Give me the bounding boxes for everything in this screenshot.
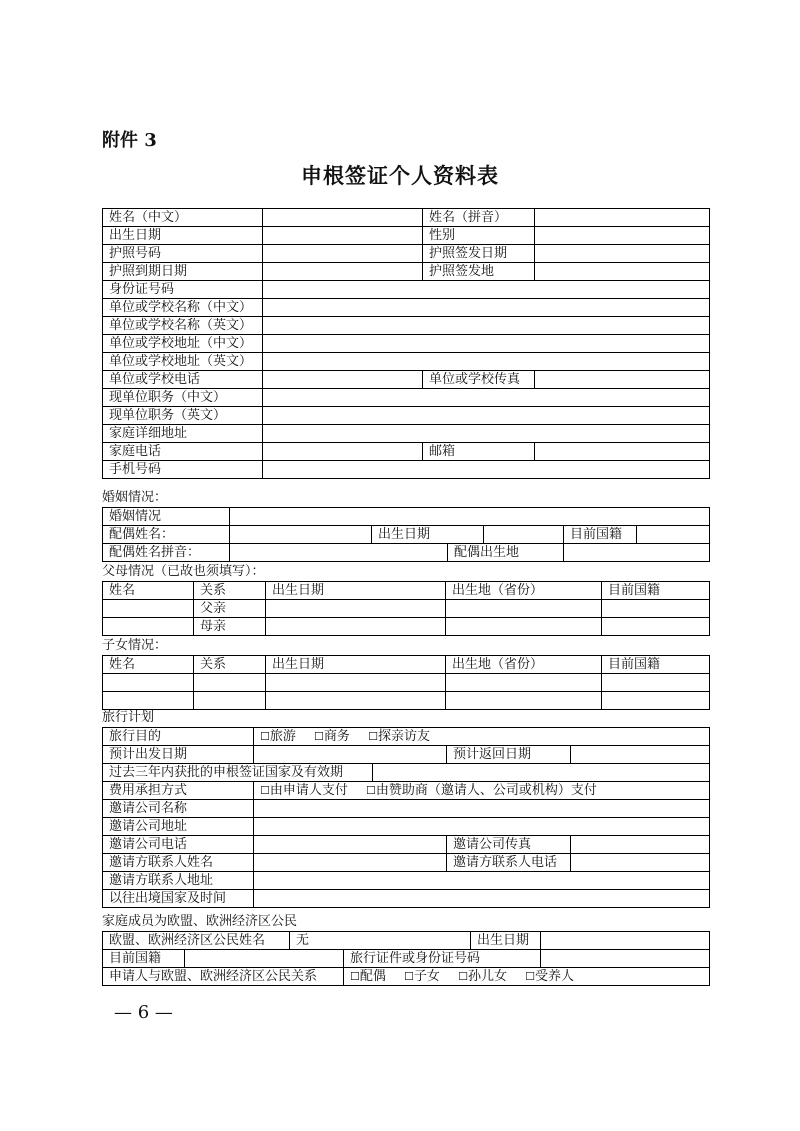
inviter-phone-label: 邀请公司电话 xyxy=(103,836,254,854)
position-cn-label: 现单位职务（中文） xyxy=(103,389,263,407)
mother-birthplace-field[interactable] xyxy=(446,618,602,636)
table-row xyxy=(103,335,710,353)
contact-phone-field[interactable] xyxy=(571,854,710,872)
id-no-field[interactable] xyxy=(263,281,710,299)
inviter-phone-field[interactable] xyxy=(254,836,447,854)
birth-date-label: 出生日期 xyxy=(103,227,263,245)
spouse-birth-field[interactable] xyxy=(484,526,564,544)
id-no-label: 身份证号码 xyxy=(103,281,263,299)
eu-doc-no-field[interactable] xyxy=(541,950,710,968)
table-row xyxy=(103,746,710,764)
table-row xyxy=(103,508,710,526)
org-addr-en-field[interactable] xyxy=(263,353,710,371)
table-row xyxy=(103,674,710,692)
table-row xyxy=(103,443,710,461)
eu-birth-field[interactable] xyxy=(541,932,710,950)
spouse-name-label: 配偶姓名： xyxy=(103,526,230,544)
home-phone-label: 家庭电话 xyxy=(103,443,263,461)
home-phone-field[interactable] xyxy=(263,443,423,461)
checkbox-icon: ☐ xyxy=(366,784,376,797)
table-row xyxy=(103,836,710,854)
table-row xyxy=(103,818,710,836)
depart-field[interactable] xyxy=(254,746,447,764)
mother-nationality-field[interactable] xyxy=(602,618,710,636)
col-nationality: 目前国籍 xyxy=(602,656,710,674)
purpose-label: 旅行目的 xyxy=(103,728,254,746)
col-birthplace: 出生地（省份） xyxy=(446,582,602,600)
relation-option-child[interactable]: ☐子女 xyxy=(404,969,440,984)
col-nationality: 目前国籍 xyxy=(602,582,710,600)
checkbox-icon: ☐ xyxy=(525,970,535,983)
table-row xyxy=(103,227,710,245)
father-birth-field[interactable] xyxy=(266,600,446,618)
cost-option-sponsor[interactable]: ☐由赞助商（邀请人、公司或机构）支付 xyxy=(366,783,597,798)
child-nationality-field[interactable] xyxy=(602,692,710,710)
name-cn-label: 姓名（中文） xyxy=(103,209,263,227)
spouse-name-field[interactable] xyxy=(230,526,372,544)
col-name: 姓名 xyxy=(103,656,194,674)
father-nationality-field[interactable] xyxy=(602,600,710,618)
purpose-option-family-visit[interactable]: ☐探亲访友 xyxy=(368,729,430,744)
eu-nationality-label: 目前国籍 xyxy=(103,950,185,968)
schengen-history-label: 过去三年内获批的申根签证国家及有效期 xyxy=(103,764,373,782)
schengen-history-field[interactable] xyxy=(373,764,710,782)
position-cn-field[interactable] xyxy=(263,389,710,407)
past-trips-field[interactable] xyxy=(254,890,710,908)
org-addr-en-label: 单位或学校地址（英文） xyxy=(103,353,263,371)
mother-birth-field[interactable] xyxy=(266,618,446,636)
mother-relation: 母亲 xyxy=(194,618,266,636)
spouse-birth-label: 出生日期 xyxy=(372,526,484,544)
table-row xyxy=(103,600,710,618)
spouse-birthplace-field[interactable] xyxy=(564,544,710,562)
org-addr-cn-label: 单位或学校地址（中文） xyxy=(103,335,263,353)
checkbox-icon: ☐ xyxy=(314,730,324,743)
table-row xyxy=(103,281,710,299)
name-pinyin-field[interactable] xyxy=(535,209,710,227)
marriage-section-label: 婚姻情况： xyxy=(102,490,168,505)
spouse-pinyin-label: 配偶姓名拼音： xyxy=(103,544,230,562)
passport-no-field[interactable] xyxy=(263,245,423,263)
purpose-option-tourism[interactable]: ☐旅游 xyxy=(260,729,296,744)
home-addr-field[interactable] xyxy=(263,425,710,443)
name-cn-field[interactable] xyxy=(263,209,423,227)
table-row xyxy=(103,692,710,710)
table-row xyxy=(103,389,710,407)
spouse-nationality-field[interactable] xyxy=(637,526,710,544)
table-row xyxy=(103,764,710,782)
checkbox-icon: ☐ xyxy=(260,730,270,743)
eu-relation-label: 申请人与欧盟、欧洲经济区公民关系 xyxy=(103,968,344,986)
gender-label: 性别 xyxy=(423,227,535,245)
child-relation-field[interactable] xyxy=(194,692,266,710)
past-trips-label: 以往出境国家及时间 xyxy=(103,890,254,908)
child-nationality-field[interactable] xyxy=(602,674,710,692)
table-row xyxy=(103,950,710,968)
email-label: 邮箱 xyxy=(423,443,535,461)
eu-doc-no-label: 旅行证件或身份证号码 xyxy=(344,950,541,968)
table-row xyxy=(103,299,710,317)
org-phone-field[interactable] xyxy=(263,371,423,389)
table-row xyxy=(103,618,710,636)
table-row xyxy=(103,245,710,263)
table-row xyxy=(103,544,710,562)
child-birthplace-field[interactable] xyxy=(446,674,602,692)
father-birthplace-field[interactable] xyxy=(446,600,602,618)
table-header-row xyxy=(103,656,710,674)
table-row xyxy=(103,353,710,371)
org-name-en-label: 单位或学校名称（英文） xyxy=(103,317,263,335)
travel-table xyxy=(102,727,710,908)
org-name-cn-field[interactable] xyxy=(263,299,710,317)
child-birth-field[interactable] xyxy=(266,692,446,710)
org-phone-label: 单位或学校电话 xyxy=(103,371,263,389)
relation-option-dependent[interactable]: ☐受养人 xyxy=(525,969,574,984)
home-addr-label: 家庭详细地址 xyxy=(103,425,263,443)
attachment-label: 附件 3 xyxy=(102,130,157,151)
spouse-birthplace-label: 配偶出生地 xyxy=(448,544,564,562)
table-row xyxy=(103,890,710,908)
parents-section-label: 父母情况（已故也须填写）： xyxy=(102,564,265,579)
table-row xyxy=(103,263,710,281)
gender-field[interactable] xyxy=(535,227,710,245)
table-row xyxy=(103,317,710,335)
mobile-field[interactable] xyxy=(263,461,710,479)
eu-section-label: 家庭成员为欧盟、欧洲经济区公民 xyxy=(102,914,298,929)
child-name-field[interactable] xyxy=(103,692,194,710)
marital-status-label: 婚姻情况 xyxy=(103,508,230,526)
relation-option-spouse[interactable]: ☐配偶 xyxy=(350,969,386,984)
org-addr-cn-field[interactable] xyxy=(263,335,710,353)
passport-expiry-label: 护照到期日期 xyxy=(103,263,263,281)
eu-nationality-field[interactable] xyxy=(185,950,344,968)
name-pinyin-label: 姓名（拼音） xyxy=(423,209,535,227)
passport-issue-date-label: 护照签发日期 xyxy=(423,245,535,263)
children-section-label: 子女情况： xyxy=(102,638,168,653)
child-birth-field[interactable] xyxy=(266,674,446,692)
marital-status-field[interactable] xyxy=(230,508,710,526)
checkbox-icon: ☐ xyxy=(368,730,378,743)
passport-issue-place-field[interactable] xyxy=(535,263,710,281)
contact-addr-field[interactable] xyxy=(254,872,710,890)
page-title: 申根签证个人资料表 xyxy=(301,163,499,188)
marriage-table xyxy=(102,507,710,562)
personal-info-table xyxy=(102,208,710,479)
passport-issue-date-field[interactable] xyxy=(535,245,710,263)
org-fax-field[interactable] xyxy=(535,371,710,389)
cost-label: 费用承担方式 xyxy=(103,782,254,800)
org-fax-label: 单位或学校传真 xyxy=(423,371,535,389)
mother-name-field[interactable] xyxy=(103,618,194,636)
contact-name-field[interactable] xyxy=(254,854,447,872)
table-row xyxy=(103,461,710,479)
spouse-nationality-label: 目前国籍 xyxy=(564,526,637,544)
table-row xyxy=(103,425,710,443)
col-name: 姓名 xyxy=(103,582,194,600)
inviter-fax-field[interactable] xyxy=(571,836,710,854)
col-birth: 出生日期 xyxy=(266,656,446,674)
children-table xyxy=(102,655,710,710)
col-birth: 出生日期 xyxy=(266,582,446,600)
contact-addr-label: 邀请方联系人地址 xyxy=(103,872,254,890)
col-birthplace: 出生地（省份） xyxy=(446,656,602,674)
checkbox-icon: ☐ xyxy=(350,970,360,983)
page-number: — 6 — xyxy=(114,1002,173,1023)
birth-date-field[interactable] xyxy=(263,227,423,245)
table-row xyxy=(103,209,710,227)
inviter-addr-label: 邀请公司地址 xyxy=(103,818,254,836)
inviter-addr-field[interactable] xyxy=(254,818,710,836)
passport-expiry-field[interactable] xyxy=(263,263,423,281)
checkbox-icon: ☐ xyxy=(404,970,414,983)
table-row xyxy=(103,800,710,818)
col-relation: 关系 xyxy=(194,582,266,600)
org-name-en-field[interactable] xyxy=(263,317,710,335)
mobile-label: 手机号码 xyxy=(103,461,263,479)
return-label: 预计返回日期 xyxy=(447,746,571,764)
travel-section-label: 旅行计划 xyxy=(102,710,155,725)
inviter-company-label: 邀请公司名称 xyxy=(103,800,254,818)
table-row xyxy=(103,782,710,800)
table-row xyxy=(103,932,710,950)
inviter-company-field[interactable] xyxy=(254,800,710,818)
position-en-label: 现单位职务（英文） xyxy=(103,407,263,425)
father-name-field[interactable] xyxy=(103,600,194,618)
col-relation: 关系 xyxy=(194,656,266,674)
eu-birth-label: 出生日期 xyxy=(471,932,541,950)
parents-table xyxy=(102,581,710,636)
email-field[interactable] xyxy=(535,443,710,461)
cost-option-applicant[interactable]: ☐由申请人支付 xyxy=(260,783,348,798)
depart-label: 预计出发日期 xyxy=(103,746,254,764)
purpose-option-business[interactable]: ☐商务 xyxy=(314,729,350,744)
passport-issue-place-label: 护照签发地 xyxy=(423,263,535,281)
eu-table xyxy=(102,931,710,986)
table-header-row xyxy=(103,582,710,600)
eu-citizen-name-field[interactable]: 无 xyxy=(290,932,471,950)
eu-relation-options xyxy=(344,968,710,986)
contact-name-label: 邀请方联系人姓名 xyxy=(103,854,254,872)
child-birthplace-field[interactable] xyxy=(446,692,602,710)
father-relation: 父亲 xyxy=(194,600,266,618)
table-row xyxy=(103,371,710,389)
relation-option-grandchild[interactable]: ☐孙儿女 xyxy=(458,969,507,984)
table-row xyxy=(103,872,710,890)
position-en-field[interactable] xyxy=(263,407,710,425)
table-row xyxy=(103,854,710,872)
spouse-pinyin-field[interactable] xyxy=(230,544,448,562)
return-field[interactable] xyxy=(571,746,710,764)
org-name-cn-label: 单位或学校名称（中文） xyxy=(103,299,263,317)
child-name-field[interactable] xyxy=(103,674,194,692)
contact-phone-label: 邀请方联系人电话 xyxy=(447,854,571,872)
table-row xyxy=(103,407,710,425)
checkbox-icon: ☐ xyxy=(260,784,270,797)
table-row xyxy=(103,968,710,986)
inviter-fax-label: 邀请公司传真 xyxy=(447,836,571,854)
child-relation-field[interactable] xyxy=(194,674,266,692)
eu-citizen-name-label: 欧盟、欧洲经济区公民姓名 xyxy=(103,932,290,950)
table-row xyxy=(103,526,710,544)
purpose-options xyxy=(254,728,710,746)
checkbox-icon: ☐ xyxy=(458,970,468,983)
table-row xyxy=(103,728,710,746)
passport-no-label: 护照号码 xyxy=(103,245,263,263)
cost-options xyxy=(254,782,710,800)
